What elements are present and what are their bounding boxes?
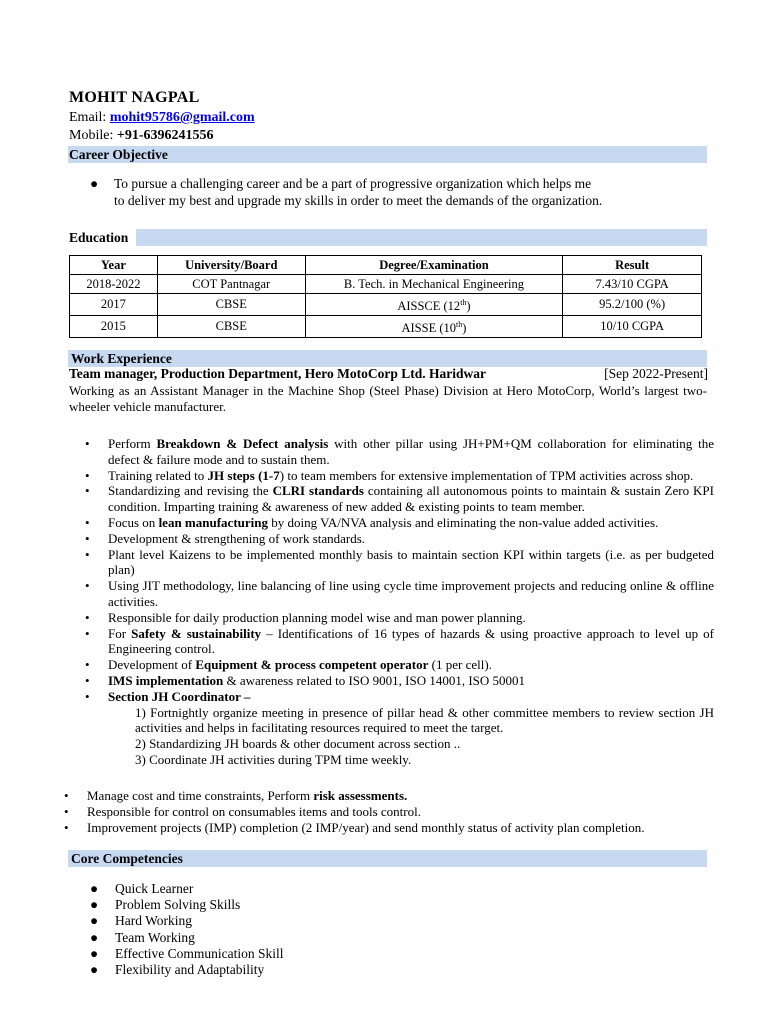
list-item: • Plant level Kaizens to be implemented monthly basis to maintain section KPI within targets (i.e. as per budgeted plan) [85, 546, 714, 578]
bullet-icon: • [64, 788, 69, 803]
career-objective-item [90, 175, 690, 209]
competency-item: ● Team Working [90, 929, 195, 945]
bullet-icon: ● [90, 897, 99, 913]
table-row [70, 294, 702, 316]
bullet-icon: • [85, 672, 90, 688]
table-row [70, 275, 702, 294]
work-bullet-list [85, 436, 714, 768]
bullet-icon: • [64, 819, 69, 835]
job-description: Working as an Assistant Manager in the Machine Shop (Steel Phase) Division at Hero MotoCorp, World’s largest two- wheeler vehicle manufacturer. [69, 383, 707, 414]
board-cell: CBSE [157, 294, 305, 316]
competency-item: ● Problem Solving Skills [90, 897, 241, 913]
bullet-icon: ● [90, 962, 99, 978]
competency-item: ● Flexibility and Adaptability [90, 962, 265, 978]
core-competencies-heading: Core Competencies [68, 850, 707, 867]
bullet-icon: • [85, 530, 90, 546]
core-competencies-list [90, 881, 283, 978]
column-header: University/Board [157, 256, 305, 275]
list-item: • IMS implementation & awareness related to ISO 9001, ISO 14001, ISO 50001 [85, 672, 526, 688]
list-item: • Training related to JH steps (1-7) to team members for extensive implementation of TPM activities across shop. [85, 467, 694, 483]
bullet-icon: • [85, 436, 90, 451]
list-item: • Development & strengthening of work standards. [85, 530, 366, 546]
bullet-icon: • [85, 467, 90, 483]
bullet-icon: • [85, 625, 90, 641]
bullet-icon: • [85, 514, 90, 530]
list-item: • Using JIT methodology, line balancing of line using cycle time improvement projects and reducing online & offline activities. [85, 578, 714, 609]
list-item: • Perform Breakdown & Defect analysis with other pillar using JH+PM+QM collaboration for eliminating the defect & failure mode and to sustain them. [85, 436, 714, 467]
bullet-icon: ● [90, 913, 99, 929]
competency-item: ● Effective Communication Skill [90, 945, 284, 961]
column-header: Result [563, 256, 702, 275]
bullet-icon: • [85, 483, 90, 499]
mobile-number: +91-6396241556 [116, 128, 214, 143]
mobile-line [69, 128, 213, 144]
year-cell: 2017 [70, 294, 158, 316]
email-label: Email: [69, 110, 110, 125]
table-row [70, 316, 702, 338]
objective-line-1: To pursue a challenging career and be a part of progressive organization which helps me [114, 176, 592, 191]
education-heading-bar [136, 229, 707, 246]
bullet-icon: • [85, 688, 90, 704]
column-header: Degree/Examination [305, 256, 563, 275]
objective-line-2: to deliver my best and upgrade my skills in order to meet the demands of the organization. [114, 193, 603, 208]
candidate-name: MOHIT NAGPAL [69, 89, 200, 106]
bullet-icon: • [85, 546, 90, 562]
year-cell: 2018-2022 [70, 275, 158, 294]
list-item: • Standardizing and revising the CLRI standards containing all autonomous points to maintain & sustain Zero KPI condition. Imparting training & awareness of new added & existing points to team member. [85, 483, 714, 515]
education-heading: Education [69, 230, 129, 245]
career-objective-heading: Career Objective [68, 146, 707, 163]
bullet-icon: • [85, 609, 90, 625]
job-dates: [Sep 2022-Present] [604, 366, 708, 381]
work-experience-heading: Work Experience [68, 350, 707, 367]
list-item: • Responsible for daily production planning model wise and man power planning. [85, 609, 526, 625]
list-item: • Section JH Coordinator – [85, 688, 251, 704]
sub-list-item: 2) Standardizing JH boards & other document across section .. [135, 736, 461, 752]
bullet-icon: ● [90, 945, 99, 961]
competency-item: ● Quick Learner [90, 881, 194, 896]
sub-list-item: 3) Coordinate JH activities during TPM time weekly. [135, 751, 412, 767]
extra-bullet-list [64, 788, 714, 835]
mobile-label: Mobile: [69, 128, 117, 143]
list-item: • For Safety & sustainability – Identifications of 16 types of hazards & using proactive approach to level up of Engineering control. [85, 625, 714, 657]
email-line [69, 110, 255, 126]
sub-list-item: 1) Fortnightly organize meeting in presence of pillar head & other committee members to review section JH activities and helps in facilitating resources required to meet the target. [135, 704, 714, 736]
bullet-icon: ● [90, 176, 99, 191]
bullet-icon: • [85, 657, 90, 673]
table-header-row [70, 256, 702, 275]
bullet-icon: • [85, 578, 90, 594]
result-cell: 7.43/10 CGPA [563, 275, 702, 294]
degree-cell: AISSE (10th) [305, 316, 563, 338]
list-item: • Development of Equipment & process competent operator (1 per cell). [85, 657, 492, 673]
education-table [69, 255, 702, 338]
list-item: • Responsible for control on consumables items and tools control. [64, 803, 421, 819]
job-title: Team manager, Production Department, Hero MotoCorp Ltd. Haridwar [69, 366, 486, 381]
bullet-icon: ● [90, 929, 99, 945]
year-cell: 2015 [70, 316, 158, 338]
board-cell: COT Pantnagar [157, 275, 305, 294]
result-cell: 95.2/100 (%) [563, 294, 702, 316]
board-cell: CBSE [157, 316, 305, 338]
bullet-icon: • [64, 803, 69, 819]
result-cell: 10/10 CGPA [563, 316, 702, 338]
competency-item: ● Hard Working [90, 913, 193, 929]
column-header: Year [70, 256, 158, 275]
bullet-icon: ● [90, 881, 99, 896]
list-item: • Focus on lean manufacturing by doing VA/NVA analysis and eliminating the non-value added activities. [85, 514, 659, 530]
degree-cell: AISSCE (12th) [305, 294, 563, 316]
degree-cell: B. Tech. in Mechanical Engineering [305, 275, 563, 294]
list-item: • Manage cost and time constraints, Perform risk assessments. [64, 788, 408, 803]
list-item: • Improvement projects (IMP) completion (2 IMP/year) and send monthly status of activity plan completion. [64, 819, 645, 835]
email-link[interactable]: mohit95786@gmail.com [109, 110, 255, 125]
